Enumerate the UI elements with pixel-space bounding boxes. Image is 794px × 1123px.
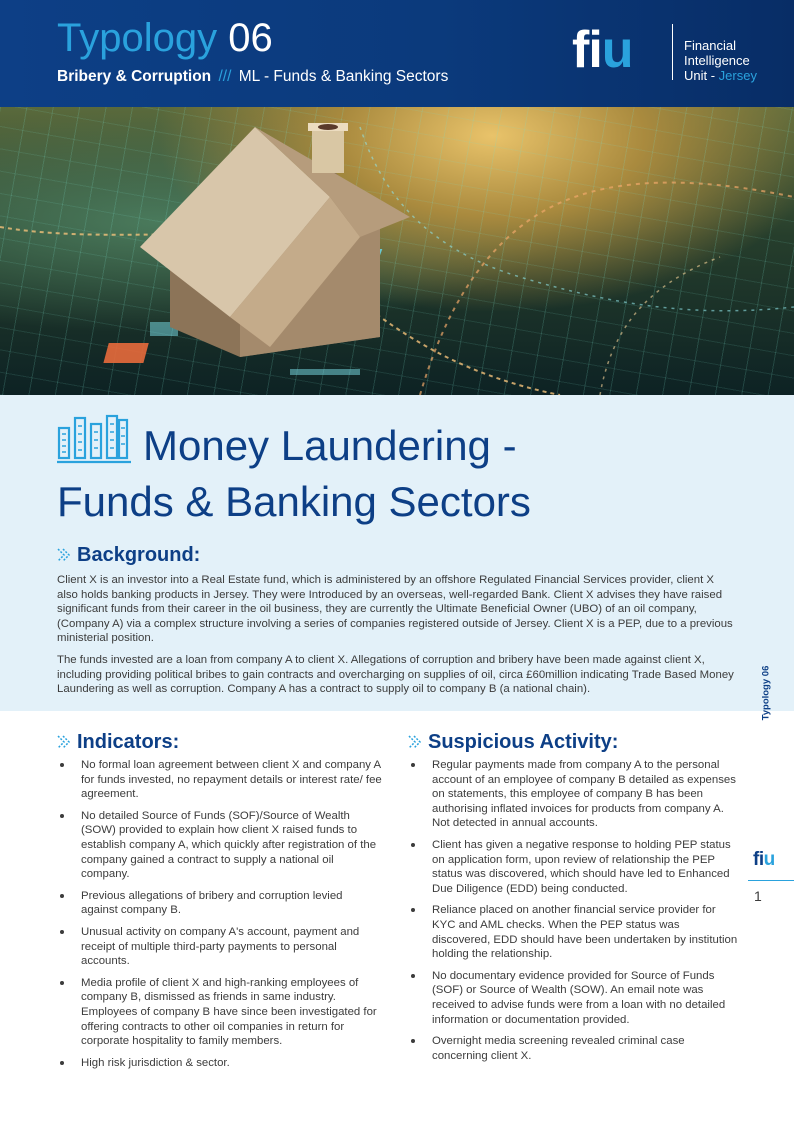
typology-number: 06 (228, 16, 273, 60)
logo-unit: Unit - (684, 68, 719, 83)
indicators-list (57, 758, 382, 1077)
suspicious-item: Client has given a negative response to holding PEP status on application form, upon review of relationship the PEP status was discovered, which should have led to Enhanced Due Diligence (EDD) being conducted. (408, 838, 740, 896)
side-label-text (761, 666, 772, 721)
header-banner (0, 0, 794, 107)
arrow-right-icon (408, 734, 424, 750)
logo-line-1: Financial (684, 38, 737, 53)
logo-line-3 (684, 68, 757, 83)
indicators-heading-text: Indicators: (77, 731, 180, 753)
arrow-right-icon (57, 734, 73, 750)
separator: /// (218, 68, 232, 85)
indicators-heading (57, 731, 179, 754)
indicator-item: Unusual activity on company A's account, payment and receipt of multiple third-party payments to personal accounts. (57, 925, 382, 969)
side-typology: Typology 06 (760, 665, 772, 721)
house-illustration (0, 107, 794, 395)
page-number: 1 (754, 888, 762, 904)
logo-line-2: Intelligence (684, 53, 750, 68)
page-title-line-1: Money Laundering - (143, 422, 517, 469)
background-paragraph-2: The funds invested are a loan from company A to client X. Allegations of corruption and bribery have been made against client X, including providing political bribes to gain contracts and overcharging on supplies of oil, circa £60million indicating Trade Based Money Laundering as well as corruption. Company A has a contract to supply oil to company B (a national chain). (57, 654, 734, 696)
suspicious-heading-text: Suspicious Activity: (428, 731, 619, 753)
suspicious-heading (408, 731, 618, 754)
suspicious-item: Regular payments made from company A to the personal account of an employee of company B detailed as expenses on statements, this employee of company B has been authorising inflated invoices for products from company A. Not detected in annual accounts. (408, 758, 740, 831)
typology-word: Typology (57, 16, 218, 60)
suspicious-list (408, 758, 740, 1070)
indicator-item: No detailed Source of Funds (SOF)/Source of Wealth (SOW) provided to explain how client X raised funds to establish company A, which quickly after registration of the company gained a contract to supply a national oil company. (57, 809, 382, 882)
suspicious-item: Overnight media screening revealed criminal case concerning client X. (408, 1034, 740, 1063)
page-title (57, 418, 677, 530)
indicator-item: High risk jurisdiction & sector. (57, 1056, 382, 1071)
suspicious-item: No documentary evidence provided for Source of Funds (SOF) or Source of Wealth (SOW). An email note was received to advise funds were from a loan with no detailed information or documentation provided. (408, 969, 740, 1027)
side-fiu-logo: fiu (753, 849, 775, 870)
background-paragraph-1: Client X is an investor into a Real Estate fund, which is administered by an offshore Regulated Financial Services provider, client X also holds banking products in Jersey. They were Introduced by an overseas, well-regarded Bank. Client X advises they have raised significant funds from their career in the oil business, they are currently the Ultimate Beneficial Owner (UBO) of an oil company, (Company A) via a complex structure involving a series of companies registered outside of Jersey. Client X is a PEP, due to a previous ministerial position. (57, 574, 733, 645)
indicator-item: No formal loan agreement between client X and company A for funds invested, no repayment details or interest rate/ fee agreement. (57, 758, 382, 802)
logo-jersey: Jersey (718, 68, 757, 83)
background-heading-text: Background: (77, 544, 201, 566)
side-rule (748, 880, 794, 881)
background-heading (57, 544, 200, 567)
indicator-item: Previous allegations of bribery and corruption levied against company B. (57, 889, 382, 918)
logo-text (684, 38, 757, 83)
page-title-line-2: Funds & Banking Sectors (57, 478, 531, 525)
fiu-logo (572, 20, 762, 86)
indicator-item: Media profile of client X and high-ranking employees of company B, dismissed as friends in same industry. Employees of company B have since been investigated for offering contracts to other oil companies in return for corporate hospitality to family members. (57, 976, 382, 1049)
sector-label: ML - Funds & Banking Sectors (238, 68, 449, 85)
category-label: Bribery & Corruption (57, 68, 212, 85)
side-label (757, 548, 775, 838)
typology-title (57, 14, 273, 62)
typology-subtitle (57, 68, 448, 86)
arrow-right-icon (57, 547, 73, 563)
hero-image-house (0, 107, 794, 395)
suspicious-item: Reliance placed on another financial service provider for KYC and AML checks. When the PEP status was discovered, EDD should have been undertaken by institution holding the relationship. (408, 903, 740, 961)
fiu-logo-mark: fiu (572, 21, 633, 79)
logo-divider (672, 24, 673, 80)
